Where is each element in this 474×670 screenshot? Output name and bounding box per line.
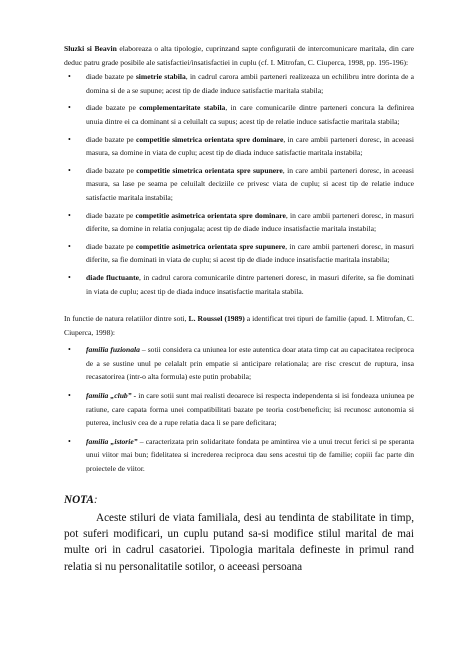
dyad-item: • diade bazate pe competitie asimetrica orientata spre supunere, in care ambii parteneri doresc, in masuri diferite, sa fie dominati in viata de cuplu; si acest tip de diade induce insatisfactie maritala instabila; — [64, 240, 414, 267]
family-term: familia „club” - — [86, 391, 137, 401]
family-term: familia „istorie” — [86, 436, 138, 446]
dyad-item: • diade bazate pe competitie asimetrica orientata spre dominare, in care ambii parteneri doresc, in masuri diferite, sa domine in relatia conjugala; acest tip de diade induce insatisfactie maritala instabila; — [64, 209, 414, 236]
dyad-item: • diade bazate pe complementaritate stabila, in care comunicarile dintre parteneri concura la definirea unuia dintre ei ca dominant si a celuilalt ca supus; acest tip de relatie induce satisfactie maritala stabila; — [64, 101, 414, 128]
family-list — [64, 343, 414, 475]
dyad-item: • diade fluctuante, in cadrul carora comunicarile dintre parteneri doresc, in masuri diferite, sa fie dominati in viata de cuplu; acest tip de diada induce insatisfactie maritala stabila. — [64, 271, 414, 298]
dyad-item: • diade bazate pe competitie simetrica orientata spre supunere, in care ambii parteneri doresc, in aceeasi masura, sa lase pe seama pe celuilalt deciziile ce privesc viata de cuplu; si acest tip de relatie induce satisfactie maritala instabila; — [64, 164, 414, 205]
dyad-term: simetrie stabila — [135, 72, 186, 82]
intro-paragraph — [64, 42, 414, 69]
roussel-author: L. Roussel (1989) — [188, 314, 245, 324]
dyad-term: competitie simetrica orientata spre dominare — [136, 134, 284, 144]
family-item: • familia „club” - in care sotii sunt mai realisti deoarece isi respecta independenta si isi fondeaza uniunea pe ratiune, care capata forma unei compatibilitati bazate pe teoria cost/beneficiu; isi recunosc autonomia si puterea, inclusiv cea de a rupe relatia daca li se pare deficitara; — [64, 389, 414, 430]
dyad-term: competitie asimetrica orientata spre dominare — [135, 210, 286, 220]
dyad-term: diade fluctuante — [86, 272, 140, 282]
dyad-term: complementaritate stabila — [139, 103, 226, 113]
dyad-item: • diade bazate pe competitie simetrica orientata spre dominare, in care ambii parteneri doresc, in aceeasi masura, sa domine in viata de cuplu; acest tip de diada induce satisfactie maritala instabila; — [64, 133, 414, 160]
dyad-term: competitie asimetrica orientata spre supunere — [135, 241, 286, 251]
intro-authors: Sluzki si Beavin — [64, 44, 117, 53]
dyad-term: competitie simetrica orientata spre supunere — [136, 165, 283, 175]
family-item: • familia „istorie” – caracterizata prin solidaritate fondata pe amintirea vie a unui trecut ferici si pe speranta unui viitor mai bun; fidelitatea si increderea reciproca dau sens acestui tip de familie; copiii fac parte din proiectele de viitor. — [64, 435, 414, 476]
family-item: • familia fuzionala – sotii considera ca uniunea lor este autentica doar atata timp cat au capacitatea reciproca de a se sustine unul pe celalalt prin empatie si anticipare relationala; are risc crescut de ruptura, insa recasatorirea (intr-o alta formula) este putin probabila; — [64, 343, 414, 384]
dyad-item: • diade bazate pe simetrie stabila, in cadrul carora ambii parteneri realizeaza un echilibru intre dorinta de a domina si de a se supune; acest tip de diade induce satisfactie maritala stabila; — [64, 70, 414, 97]
intro-text: elaboreaza o alta tipologie, cuprinzand sapte configuratii de intercomunicare maritala, din care deduc patru grade posibile ale satisfactiei/insatisfactiei in cuplu (cf. I. Mitrofan, C. Ciuperca, 1998, pp. 195-196): — [64, 44, 414, 67]
roussel-paragraph: In functie de natura relatiilor dintre soti, L. Roussel (1989) a identificat trei tipuri de familie (apud. I. Mitrofan, C. Ciuperca, 1998): — [64, 314, 414, 337]
dyad-list — [64, 70, 414, 298]
nota-paragraph: Aceste stiluri de viata familiala, desi au tendinta de stabilitate in timp, pot suferi modificari, un cuplu putand sa-si modifice stilul marital de mai multe ori in cadrul casatoriei. Tipologia maritala defineste in primul rand relatia si nu personalitatile sotilor, o aceeasi persoana — [64, 511, 414, 573]
nota-heading: NOTA: — [64, 493, 98, 506]
family-term: familia fuzionala — [86, 345, 140, 355]
